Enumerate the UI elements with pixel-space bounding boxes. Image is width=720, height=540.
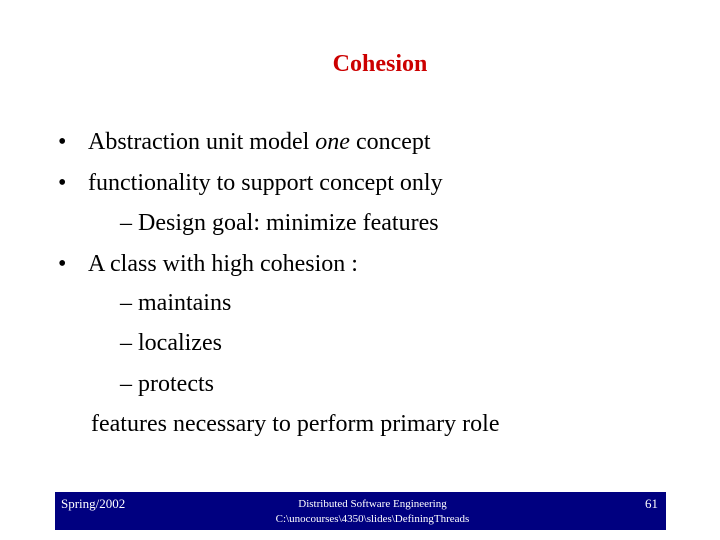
bullet-item-functionality: functionality to support concept only [88, 170, 443, 196]
footer-course-title: Distributed Software Engineering [298, 498, 447, 510]
bullet-text: Abstraction unit model [88, 129, 316, 155]
sub-bullet-localizes: – localizes [120, 330, 222, 356]
bullet-text: concept [349, 129, 431, 155]
bullet-continuation: features necessary to perform primary role [91, 411, 500, 437]
sub-bullet-protects: – protects [120, 371, 214, 397]
slide-title: Cohesion [332, 51, 428, 77]
bullet-item-high-cohesion: A class with high cohesion : [88, 251, 358, 277]
footer-bar [55, 492, 666, 530]
page-number: 61 [645, 496, 658, 511]
bullet-emphasis: one [315, 129, 350, 155]
sub-bullet-maintains: – maintains [120, 290, 232, 316]
bullet-marker: • [58, 129, 67, 155]
footer-file-path: C:\unocourses\4350\slides\DefiningThreads [275, 513, 470, 525]
footer-date: Spring/2002 [61, 496, 126, 511]
bullet-item-abstraction [88, 127, 431, 157]
bullet-marker: • [58, 170, 67, 196]
footer-course [55, 497, 666, 527]
sub-bullet-design-goal: – Design goal: minimize features [120, 210, 439, 236]
bullet-marker: • [58, 251, 67, 277]
